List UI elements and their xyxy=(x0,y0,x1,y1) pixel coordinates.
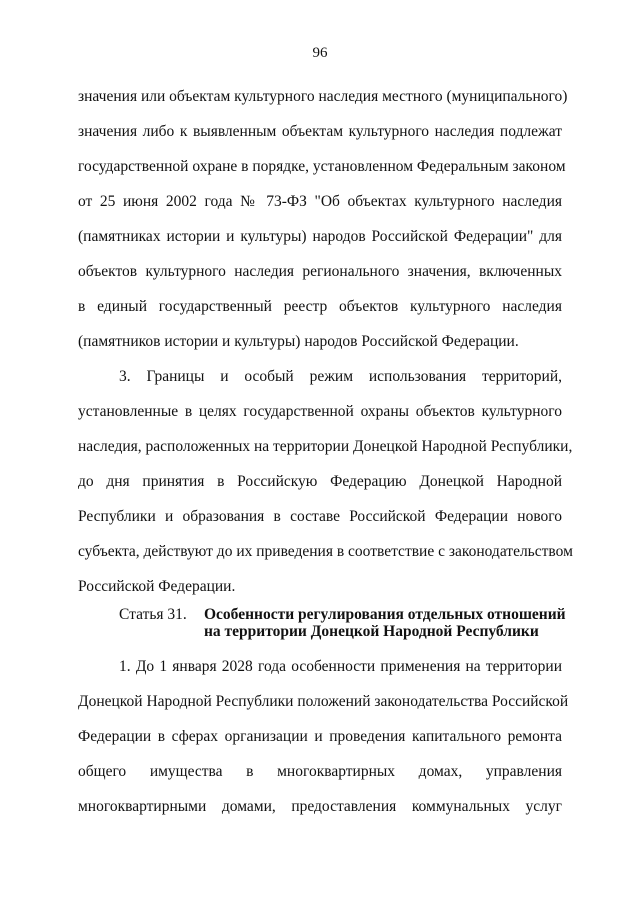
paragraph-line: значения либо к выявленным объектам культурного наследия подлежат xyxy=(78,123,562,140)
paragraph-line: объектов культурного наследия регионального значения, включенных xyxy=(78,263,562,280)
paragraph-line: наследия, расположенных на территории Донецкой Народной Республики, xyxy=(78,438,573,455)
article-title-line: на территории Донецкой Народной Республики xyxy=(204,623,539,640)
article-number: Статья 31. xyxy=(119,606,187,623)
page-number: 96 xyxy=(312,45,328,61)
paragraph-line: установленные в целях государственной охраны объектов культурного xyxy=(78,403,562,420)
paragraph-line: субъекта, действуют до их приведения в соответствие с законодательством xyxy=(78,543,573,560)
paragraph-line: 3. Границы и особый режим использования территорий, xyxy=(119,368,562,385)
paragraph-line: от 25 июня 2002 года № 73-ФЗ "Об объектах культурного наследия xyxy=(78,193,562,210)
paragraph-line: (памятников истории и культуры) народов Российской Федерации. xyxy=(78,333,519,350)
paragraph-line: Донецкой Народной Республики положений законодательства Российской xyxy=(78,693,569,710)
article-title-line: Особенности регулирования отдельных отношений xyxy=(204,606,566,623)
paragraph-line: Федерации в сферах организации и проведения капитального ремонта xyxy=(78,728,562,745)
paragraph-line: (памятниках истории и культуры) народов Российской Федерации" для xyxy=(78,228,562,245)
paragraph-line: многоквартирными домами, предоставления коммунальных услуг xyxy=(78,798,562,815)
paragraph-line: Российской Федерации. xyxy=(78,578,236,595)
paragraph-line: до дня принятия в Российскую Федерацию Донецкой Народной xyxy=(78,473,562,490)
paragraph-line: 1. До 1 января 2028 года особенности применения на территории xyxy=(119,658,562,675)
paragraph-line: общего имущества в многоквартирных домах, управления xyxy=(78,763,562,780)
paragraph-line: государственной охране в порядке, установленном Федеральным законом xyxy=(78,158,566,175)
paragraph-line: в единый государственный реестр объектов культурного наследия xyxy=(78,298,562,315)
paragraph-line: Республики и образования в составе Российской Федерации нового xyxy=(78,508,562,525)
paragraph-line: значения или объектам культурного наследия местного (муниципального) xyxy=(78,88,568,105)
